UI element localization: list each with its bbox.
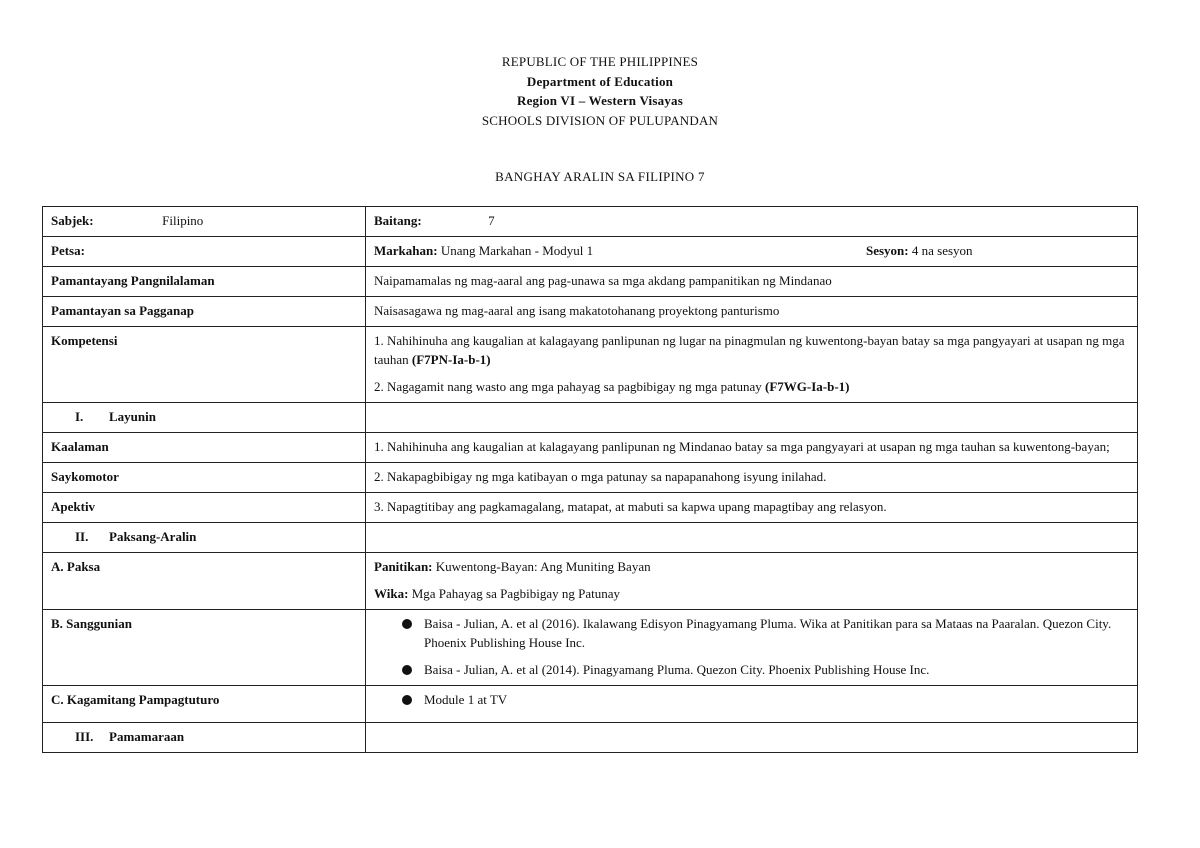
table-row-date (43, 237, 1138, 267)
objectives-value (366, 403, 1138, 433)
list-item (374, 614, 1129, 652)
document-header (0, 52, 1200, 130)
subject-matter-number: II. (75, 529, 89, 544)
table-row-subject (43, 207, 1138, 237)
quarter-value: Unang Markahan - Modyul 1 (440, 243, 594, 258)
bullet-icon (402, 695, 412, 705)
competency-1: 1. Nahihinuha ang kaugalian at kalagayang panlipunan ng lugar na pinagmulan ng kuwentong-bayan batay sa mga pangyayari at usapan ng mga tauhan (F7PN-Ia-b-1) (374, 333, 1125, 367)
objectives-number: I. (75, 409, 84, 424)
performance-standard-value: Naisasagawa ng mag-aaral ang isang makatotohanang proyektong panturismo (366, 297, 1138, 327)
session-value: 4 na sesyon (911, 243, 973, 258)
performance-standard-label: Pamantayan sa Pagganap (43, 297, 366, 327)
table-row-materials (43, 686, 1138, 723)
psychomotor-value: 2. Nakapagbibigay ng mga katibayan o mga patunay sa napapanahong isyung inilahad. (366, 463, 1138, 493)
references-label: B. Sanggunian (43, 610, 366, 686)
table-row-objectives (43, 403, 1138, 433)
session-label: Sesyon: (866, 243, 909, 258)
content-standard-label: Pamantayang Pangnilalaman (43, 267, 366, 297)
table-row-references (43, 610, 1138, 686)
republic-heading: REPUBLIC OF THE PHILIPPINES (501, 54, 699, 69)
knowledge-label: Kaalaman (43, 433, 366, 463)
subject-label: Sabjek: (51, 213, 94, 228)
literature-line (374, 557, 1129, 576)
competency-2: 2. Nagagamit nang wasto ang mga pahayag sa pagbibigay ng mga patunay (F7WG-Ia-b-1) (374, 379, 850, 394)
grade-label: Baitang: (374, 213, 422, 228)
psychomotor-label: Saykomotor (43, 463, 366, 493)
literature-label: Panitikan: (374, 559, 433, 574)
affective-label: Apektiv (43, 493, 366, 523)
table-row-competency (43, 327, 1138, 403)
quarter-label: Markahan: (374, 243, 438, 258)
lesson-plan-table (42, 206, 1138, 753)
table-row-procedure (43, 723, 1138, 753)
division-heading: SCHOOLS DIVISION OF PULUPANDAN (481, 112, 719, 128)
objectives-label: Layunin (109, 409, 156, 424)
subject-matter-label: Paksang-Aralin (109, 529, 197, 544)
date-label: Petsa: (43, 237, 366, 267)
reference-2: Baisa - Julian, A. et al (2014). Pinagyamang Pluma. Quezon City. Phoenix Publishing House Inc. (424, 662, 930, 677)
subject-matter-value (366, 523, 1138, 553)
table-row-topic (43, 553, 1138, 610)
competency-2-code: (F7WG-Ia-b-1) (764, 379, 850, 394)
region-heading: Region VI – Western Visayas (517, 93, 683, 108)
language-value: Mga Pahayag sa Pagbibigay ng Patunay (411, 586, 621, 601)
affective-value: 3. Napagtitibay ang pagkamagalang, matapat, at mabuti sa kapwa upang mapagtibay ang relasyon. (366, 493, 1138, 523)
list-item (374, 690, 1129, 709)
procedure-number: III. (75, 729, 94, 744)
content-standard-value: Naipamamalas ng mag-aaral ang pag-unawa sa mga akdang pampanitikan ng Mindanao (366, 267, 1138, 297)
document-title: BANGHAY ARALIN SA FILIPINO 7 (495, 169, 705, 184)
bullet-icon (402, 665, 412, 675)
table-row-performance-standard (43, 297, 1138, 327)
bullet-icon (402, 619, 412, 629)
list-item (374, 660, 1129, 679)
competency-label: Kompetensi (43, 327, 366, 403)
table-row-affective (43, 493, 1138, 523)
table-row-knowledge (43, 433, 1138, 463)
topic-label: A. Paksa (43, 553, 366, 610)
material-1: Module 1 at TV (424, 692, 508, 707)
department-heading: Department of Education (526, 73, 674, 89)
table-row-subject-matter (43, 523, 1138, 553)
literature-value: Kuwentong-Bayan: Ang Muniting Bayan (435, 559, 651, 574)
language-line (374, 584, 1129, 603)
competency-1-code: (F7PN-Ia-b-1) (411, 352, 491, 367)
subject-value: Filipino (162, 213, 204, 228)
grade-value: 7 (488, 213, 495, 228)
materials-label: C. Kagamitang Pampagtuturo (43, 686, 366, 723)
table-row-content-standard (43, 267, 1138, 297)
table-row-psychomotor (43, 463, 1138, 493)
procedure-value (366, 723, 1138, 753)
language-label: Wika: (374, 586, 409, 601)
reference-1: Baisa - Julian, A. et al (2016). Ikalawang Edisyon Pinagyamang Pluma. Wika at Panitikan para sa Mataas na Paaralan. Quezon City. Phoenix Publishing House Inc. (424, 616, 1112, 650)
procedure-label: Pamamaraan (109, 729, 185, 744)
knowledge-value: 1. Nahihinuha ang kaugalian at kalagayang panlipunan ng Mindanao batay sa mga pangyayari at usapan ng mga tauhan sa kuwentong-bayan; (366, 433, 1138, 463)
